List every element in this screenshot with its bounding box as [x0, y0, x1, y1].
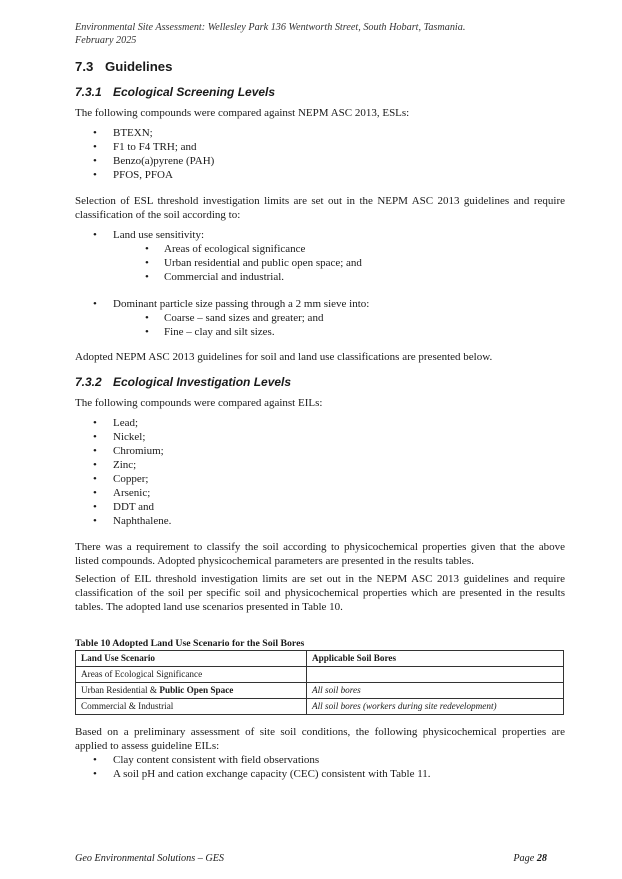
subsection-heading-eil [75, 375, 291, 389]
subsection-heading-esl [75, 85, 275, 99]
table-cell: Commercial & Industrial [76, 699, 307, 715]
list-item: • Urban residential and public open space; and [75, 256, 362, 270]
list-item: • A soil pH and cation exchange capacity (CEC) consistent with Table 11. [75, 767, 431, 781]
physicochemical-list [75, 753, 431, 781]
list-item: • Coarse – sand sizes and greater; and [75, 311, 323, 325]
scenario-emphasis: Public Open Space [159, 685, 234, 695]
table-cell: All soil bores (workers during site redevelopment) [307, 699, 564, 715]
section-number: 7.3 [75, 59, 94, 74]
list-item: • Dominant particle size passing through a 2 mm sieve into: [75, 297, 369, 311]
table-row [76, 683, 564, 699]
list-item: • DDT and [75, 500, 171, 514]
eil-intro: The following compounds were compared against EILs: [75, 397, 323, 409]
list-item: • Nickel; [75, 430, 171, 444]
table-cell [307, 667, 564, 683]
subsection-number: 7.3.1 [75, 85, 102, 99]
list-item: • Clay content consistent with field observations [75, 753, 431, 767]
page-label: Page [513, 853, 537, 864]
table-cell: All soil bores [307, 683, 564, 699]
section-title: Guidelines [105, 59, 173, 74]
table-caption: Table 10 Adopted Land Use Scenario for the Soil Bores [75, 638, 305, 649]
list-item: • BTEXN; [75, 126, 214, 140]
esl-closing-paragraph: Adopted NEPM ASC 2013 guidelines for soil and land use classifications are presented below. [75, 351, 493, 363]
land-use-sublist [75, 242, 362, 284]
header-title: Environmental Site Assessment: Wellesley Park 136 Wentworth Street, South Hobart, Tasmania. [75, 22, 466, 33]
particle-size-list [75, 297, 369, 311]
subsection-title: Ecological Screening Levels [113, 85, 276, 99]
land-use-list [75, 228, 204, 242]
subsection-number: 7.3.2 [75, 375, 102, 389]
list-item: • Fine – clay and silt sizes. [75, 325, 323, 339]
table-cell: Areas of Ecological Significance [76, 667, 307, 683]
footer-page [513, 853, 547, 864]
list-item: • Areas of ecological significance [75, 242, 362, 256]
eil-compound-list [75, 416, 171, 528]
header-date: February 2025 [75, 35, 137, 46]
list-item: • Arsenic; [75, 486, 171, 500]
eil-requirement-paragraph: There was a requirement to classify the soil according to physicochemical properties given that the above listed compounds. Adopted physicochemical parameters are presented in the results tables. [75, 541, 565, 567]
esl-selection-paragraph: Selection of ESL threshold investigation limits are set out in the NEPM ASC 2013 guidelines and require classification of the soil according to: [75, 195, 565, 221]
table-header-row [76, 651, 564, 667]
column-header: Land Use Scenario [76, 651, 307, 667]
list-item: • F1 to F4 TRH; and [75, 140, 214, 154]
esl-compound-list [75, 126, 214, 182]
list-item: • Zinc; [75, 458, 171, 472]
particle-size-sublist [75, 311, 323, 339]
scenario-text: Urban Residential & [81, 685, 160, 695]
list-item: • Lead; [75, 416, 171, 430]
list-item: • PFOS, PFOA [75, 168, 214, 182]
page-number: 28 [536, 853, 547, 864]
list-item: • Naphthalene. [75, 514, 171, 528]
table-cell [76, 683, 307, 699]
eil-selection-paragraph: Selection of EIL threshold investigation limits are set out in the NEPM ASC 2013 guidelines and require classification of the soil per specific soil and physicochemical properties which are presented in the results tables. The adopted land use scenarios presented in Table 10. [75, 573, 565, 613]
list-item: • Land use sensitivity: [75, 228, 204, 242]
list-item: • Chromium; [75, 444, 171, 458]
list-item: • Benzo(a)pyrene (PAH) [75, 154, 214, 168]
physicochemical-paragraph: Based on a preliminary assessment of site soil conditions, the following physicochemical properties are applied to assess guideline EILs: [75, 726, 565, 752]
table-row [76, 667, 564, 683]
list-item: • Commercial and industrial. [75, 270, 362, 284]
page-header [75, 21, 465, 47]
subsection-title: Ecological Investigation Levels [113, 375, 292, 389]
esl-intro: The following compounds were compared against NEPM ASC 2013, ESLs: [75, 107, 410, 119]
section-heading [75, 59, 172, 74]
land-use-table [75, 650, 564, 715]
list-item: • Copper; [75, 472, 171, 486]
footer-company: Geo Environmental Solutions – GES [75, 853, 225, 864]
column-header: Applicable Soil Bores [307, 651, 564, 667]
table-row [76, 699, 564, 715]
